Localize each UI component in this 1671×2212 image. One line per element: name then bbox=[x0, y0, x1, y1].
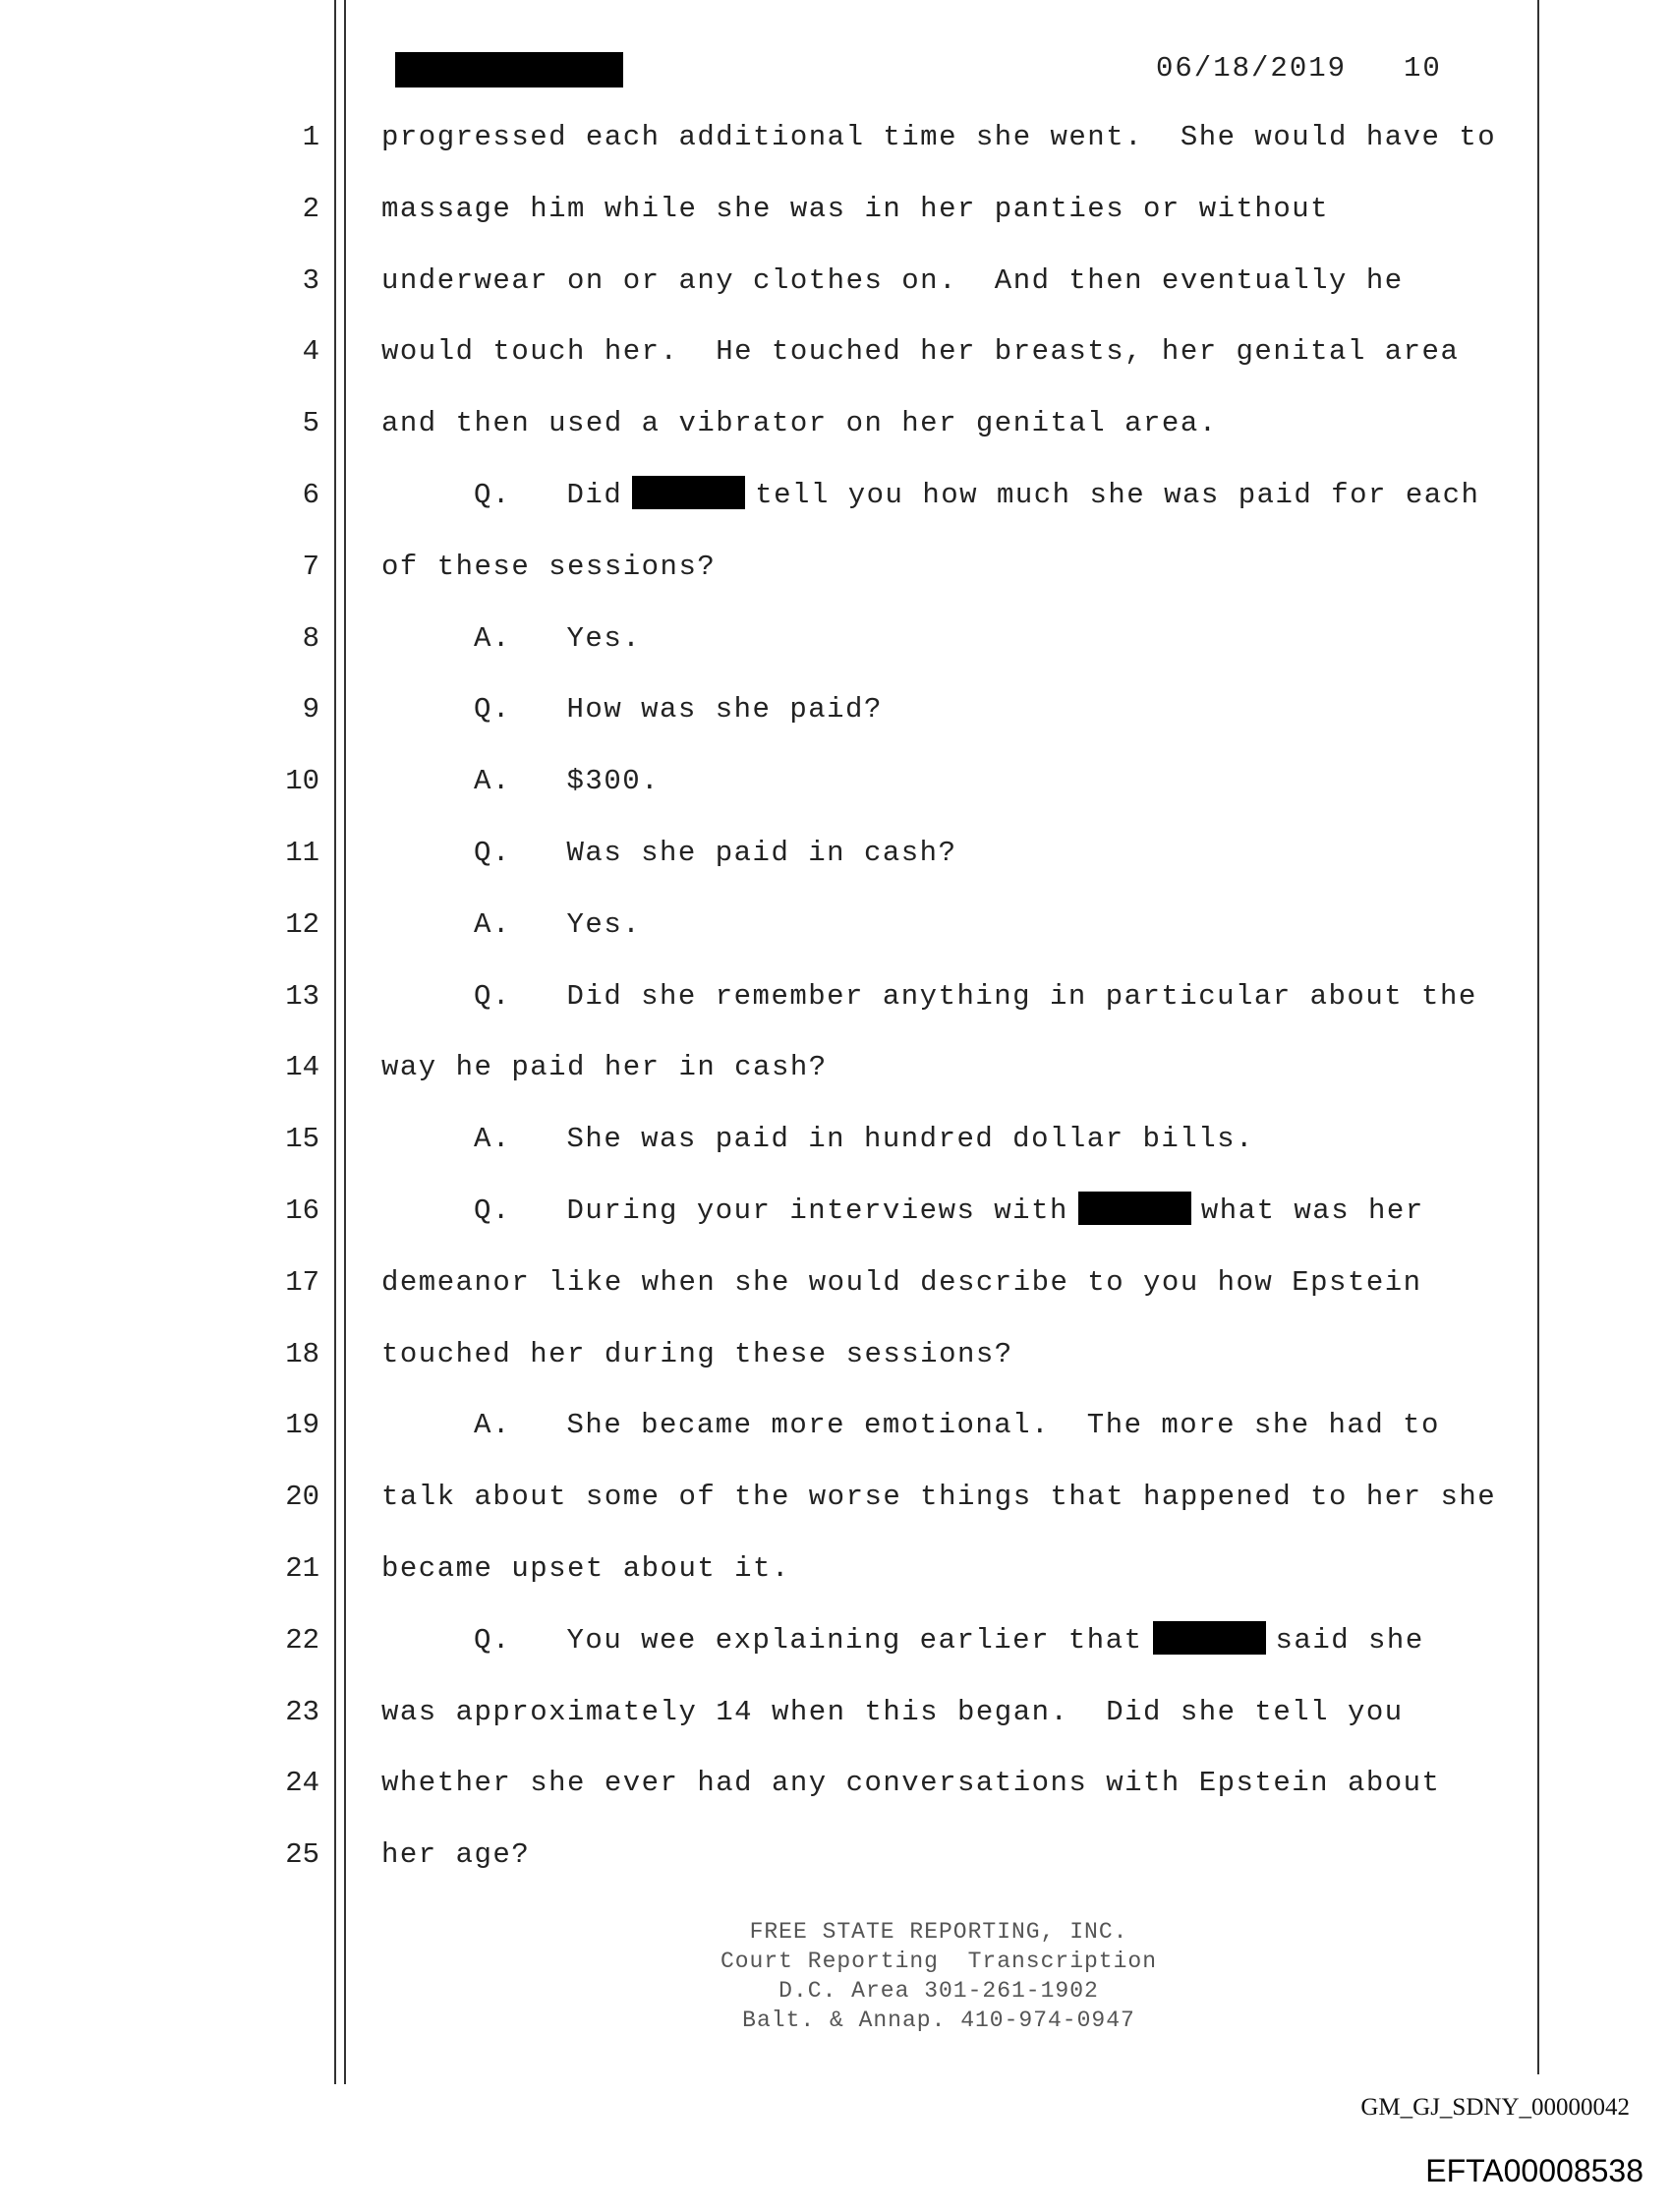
line-text-segment: A. $300. bbox=[474, 765, 661, 798]
transcript-line bbox=[0, 1468, 1671, 1527]
line-text bbox=[381, 252, 1404, 311]
line-text bbox=[381, 394, 1218, 453]
header-date: 06/18/2019 bbox=[1156, 52, 1348, 85]
line-text-segment: of these sessions? bbox=[381, 550, 717, 583]
line-text-segment: tell you how much she was paid for each bbox=[755, 479, 1480, 511]
transcript-line bbox=[0, 252, 1671, 311]
redaction-block bbox=[1078, 1192, 1191, 1225]
line-text bbox=[474, 610, 641, 669]
footer-balt-phone: Balt. & Annap. 410-974-0947 bbox=[742, 2008, 1135, 2033]
line-number: 23 bbox=[285, 1695, 319, 1728]
transcript-line bbox=[0, 108, 1671, 167]
redaction-block bbox=[1153, 1621, 1266, 1655]
line-text bbox=[381, 180, 1329, 239]
line-text-segment: Q. Was she paid in cash? bbox=[474, 837, 957, 869]
line-text-segment: became upset about it. bbox=[381, 1552, 790, 1585]
line-text-segment: whether she ever had any conversations with Epstein about bbox=[381, 1767, 1441, 1800]
line-text-segment: Q. You wee explaining earlier that bbox=[474, 1623, 1143, 1657]
line-text bbox=[474, 680, 883, 739]
line-number: 22 bbox=[285, 1623, 319, 1657]
transcript-line bbox=[0, 1754, 1671, 1813]
line-text bbox=[474, 1110, 1254, 1169]
page-header bbox=[0, 49, 1671, 88]
line-text-segment: what was her bbox=[1200, 1194, 1424, 1227]
line-number: 18 bbox=[285, 1337, 319, 1370]
line-text-segment: touched her during these sessions? bbox=[381, 1337, 1013, 1370]
line-text-segment: way he paid her in cash? bbox=[381, 1051, 828, 1084]
line-number: 11 bbox=[285, 837, 319, 869]
line-text-segment: would touch her. He touched her breasts, her genital area bbox=[381, 335, 1460, 369]
line-number: 7 bbox=[302, 550, 319, 583]
transcript-line bbox=[0, 1038, 1671, 1097]
line-text-segment: Q. How was she paid? bbox=[474, 693, 883, 727]
transcript-line bbox=[0, 610, 1671, 669]
redaction-block bbox=[632, 476, 745, 509]
line-number: 24 bbox=[285, 1767, 319, 1800]
line-text-segment: underwear on or any clothes on. And then eventually he bbox=[381, 263, 1404, 297]
line-text-segment: Q. Did she remember anything in particular about the bbox=[474, 979, 1477, 1013]
line-text-segment: Q. During your interviews with bbox=[474, 1194, 1068, 1227]
transcript-line bbox=[0, 1396, 1671, 1455]
line-number: 17 bbox=[285, 1265, 319, 1299]
line-text-segment: A. She became more emotional. The more she had to bbox=[474, 1409, 1440, 1442]
line-text bbox=[381, 108, 1496, 167]
efta-number: EFTA00008538 bbox=[1425, 2153, 1643, 2188]
line-text-segment: progressed each additional time she went. She would have to bbox=[381, 121, 1497, 153]
line-number: 14 bbox=[285, 1051, 319, 1084]
line-number: 19 bbox=[285, 1409, 319, 1442]
line-text-segment: Q. Did bbox=[474, 479, 623, 511]
line-text-segment: demeanor like when she would describe to you how Epstein bbox=[381, 1265, 1422, 1299]
line-text-segment: said she bbox=[1275, 1623, 1424, 1657]
line-text bbox=[474, 1396, 1440, 1455]
line-text bbox=[381, 1826, 530, 1885]
transcript-line bbox=[0, 1110, 1671, 1169]
header-page-number: 10 bbox=[1404, 52, 1442, 85]
transcript-line bbox=[0, 752, 1671, 811]
transcript-line bbox=[0, 538, 1671, 597]
line-text bbox=[474, 967, 1477, 1026]
line-text-segment: talk about some of the worse things that happened to her she bbox=[381, 1481, 1497, 1514]
line-text bbox=[381, 1038, 828, 1097]
transcript-line bbox=[0, 824, 1671, 883]
transcript-line bbox=[0, 1826, 1671, 1885]
line-text bbox=[474, 466, 1479, 525]
line-number: 4 bbox=[302, 335, 319, 369]
line-text bbox=[381, 322, 1459, 381]
line-text-segment: A. Yes. bbox=[474, 907, 642, 941]
line-number: 10 bbox=[285, 765, 319, 798]
transcript-line bbox=[0, 1611, 1671, 1670]
line-number: 1 bbox=[302, 121, 319, 153]
line-number: 2 bbox=[302, 192, 319, 225]
transcript-line bbox=[0, 394, 1671, 453]
line-text bbox=[381, 1325, 1013, 1384]
transcript-line bbox=[0, 1683, 1671, 1742]
line-text bbox=[381, 538, 716, 597]
line-number: 16 bbox=[285, 1194, 319, 1227]
line-text bbox=[474, 896, 641, 955]
line-number: 20 bbox=[285, 1481, 319, 1514]
transcript-line bbox=[0, 1182, 1671, 1241]
line-number: 13 bbox=[285, 979, 319, 1013]
line-text-segment: A. She was paid in hundred dollar bills. bbox=[474, 1123, 1254, 1156]
transcript-line bbox=[0, 322, 1671, 381]
transcript-line bbox=[0, 967, 1671, 1026]
line-text bbox=[381, 1683, 1404, 1742]
line-number: 25 bbox=[285, 1838, 319, 1872]
line-text bbox=[474, 824, 956, 883]
transcript-line bbox=[0, 1253, 1671, 1312]
redaction-block bbox=[395, 52, 623, 87]
line-text bbox=[381, 1468, 1496, 1527]
line-text-segment: was approximately 14 when this began. Did she tell you bbox=[381, 1695, 1404, 1728]
footer-services: Court Reporting Transcription bbox=[720, 1949, 1158, 1974]
line-text bbox=[381, 1754, 1440, 1813]
line-text-segment: massage him while she was in her panties or without bbox=[381, 192, 1330, 225]
line-number: 3 bbox=[302, 263, 319, 297]
line-text bbox=[381, 1253, 1422, 1312]
line-text bbox=[474, 752, 660, 811]
footer-dc-phone: D.C. Area 301-261-1902 bbox=[778, 1978, 1099, 2004]
transcript-line bbox=[0, 1540, 1671, 1599]
transcript-line bbox=[0, 680, 1671, 739]
line-text bbox=[474, 1182, 1424, 1241]
reporter-footer bbox=[0, 1917, 1671, 2035]
bates-number: GM_GJ_SDNY_00000042 bbox=[1360, 2094, 1630, 2121]
transcript-line bbox=[0, 180, 1671, 239]
line-number: 21 bbox=[285, 1552, 319, 1585]
line-number: 15 bbox=[285, 1123, 319, 1156]
line-text-segment: and then used a vibrator on her genital area. bbox=[381, 407, 1218, 440]
line-text bbox=[381, 1540, 790, 1599]
line-number: 9 bbox=[302, 693, 319, 727]
transcript-line bbox=[0, 896, 1671, 955]
footer-company: FREE STATE REPORTING, INC. bbox=[749, 1919, 1128, 1945]
line-number: 8 bbox=[302, 621, 319, 655]
line-number: 6 bbox=[302, 479, 319, 511]
line-number: 12 bbox=[285, 907, 319, 941]
line-number: 5 bbox=[302, 407, 319, 440]
line-text bbox=[474, 1611, 1424, 1670]
transcript-line bbox=[0, 1325, 1671, 1384]
line-text-segment: her age? bbox=[381, 1838, 531, 1872]
line-text-segment: A. Yes. bbox=[474, 621, 642, 655]
transcript-line bbox=[0, 466, 1671, 525]
